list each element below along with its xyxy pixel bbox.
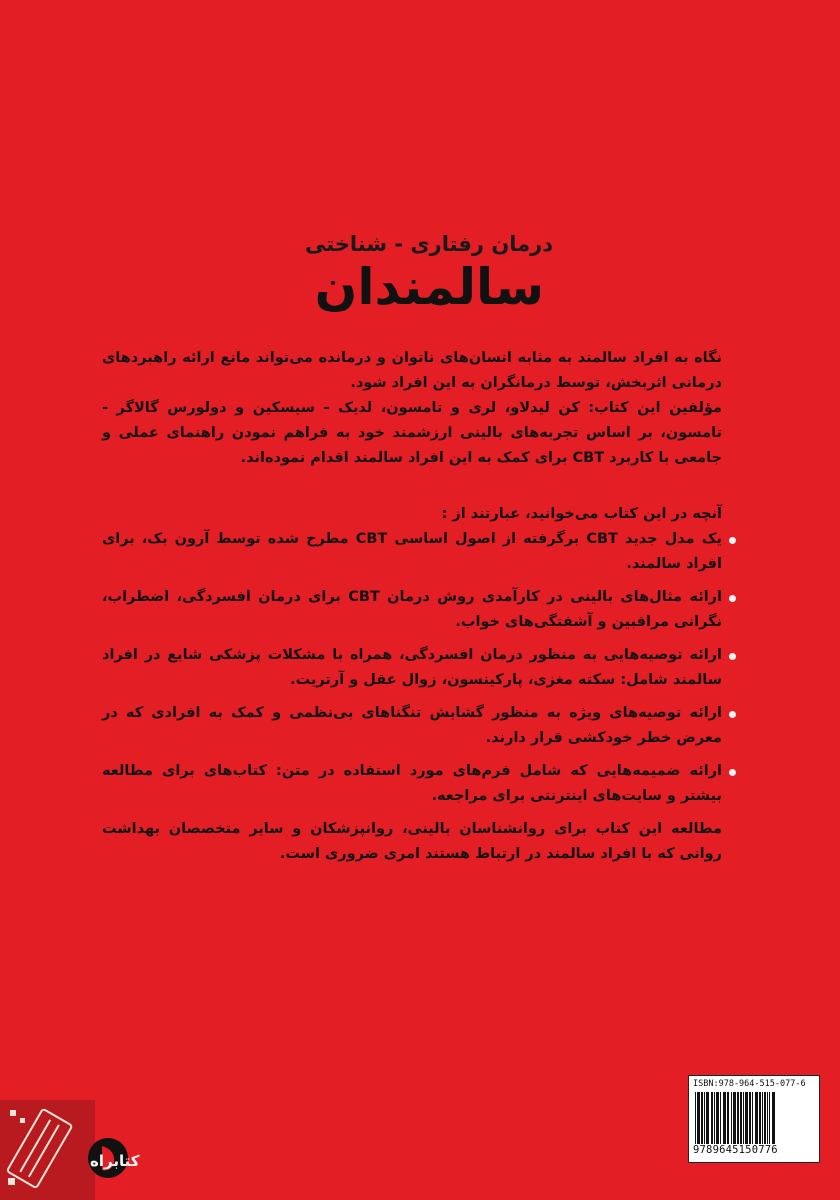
barcode-bar — [737, 1092, 739, 1144]
isbn-barcode — [688, 1075, 820, 1163]
barcode-bar — [701, 1092, 703, 1144]
closing-paragraph: مطالعه این کتاب برای روانشناسان بالینی، روانپزشکان و سایر متخصصان بهداشت روانی که با افراد سالمند در ارتباط هستند امری ضروری است. — [102, 821, 722, 862]
list-item-text: ارائه توصیه‌های ویژه به منظور گشایش تنگناهای بی‌نظمی و کمک به افرادی که در معرض خطر خودکشی قرار دارند. — [102, 705, 722, 746]
site-logo-text: کتابراه — [90, 1152, 140, 1170]
intro-text — [102, 346, 722, 471]
barcode-bar — [723, 1092, 726, 1144]
list-item-text: ارائه ضمیمه‌هایی که شامل فرم‌های مورد استفاده در متن: کتاب‌های برای مطالعه بیشتر و سایت‌های اینترنتی برای مراجعه. — [102, 763, 722, 804]
features-heading-text: آنچه در این کتاب می‌خوانید، عبارتند از : — [441, 506, 722, 522]
closing-text — [102, 817, 722, 867]
bullet-icon — [729, 537, 736, 544]
barcode-bar — [755, 1092, 758, 1144]
barcode-bar — [767, 1092, 768, 1144]
list-item — [102, 759, 736, 809]
features-heading — [102, 502, 722, 527]
features-list — [102, 527, 736, 817]
barcode-bar — [733, 1092, 736, 1144]
bullet-icon — [729, 711, 736, 718]
ketabrah-logo-icon — [50, 1128, 140, 1188]
barcode-bar — [740, 1092, 742, 1144]
list-item-text: ارائه توصیه‌هایی به منظور درمان افسردگی، همراه با مشکلات پزشکی شایع در افراد سالمند شامل: سکته مغزی، پارکینسون، زوال عقل و آرتریت. — [102, 647, 722, 688]
book-title: سالمندان — [314, 258, 544, 316]
barcode-bar — [706, 1092, 709, 1144]
barcode-digits: 9789645150776 — [693, 1144, 778, 1156]
barcode-bar — [743, 1092, 744, 1144]
isbn-label: ISBN:978-964-515-077-6 — [693, 1079, 806, 1089]
bullet-icon — [729, 595, 736, 602]
barcode-bar — [731, 1092, 732, 1144]
barcode-bar — [759, 1092, 761, 1144]
list-item — [102, 701, 736, 751]
intro-paragraph: نگاه به افراد سالمند به مثابه انسان‌های ناتوان و درمانده می‌تواند مانع ارائه راهبردهای درمانی اثربخش، توسط درمانگران به این افراد شود. — [102, 350, 722, 391]
list-item-text: یک مدل جدید CBT برگرفته از اصول اساسی CBT مطرح شده توسط آرون بک، برای افراد سالمند. — [102, 531, 722, 572]
bullet-icon — [729, 653, 736, 660]
barcode-bar — [762, 1092, 763, 1144]
list-item-text: ارائه مثال‌های بالینی در کارآمدی روش درمان CBT برای درمان افسردگی، اضطراب، نگرانی مراقبین و آشفتگی‌های خواب. — [102, 589, 722, 630]
barcode-bar — [697, 1092, 700, 1144]
barcode-bar — [711, 1092, 713, 1144]
intro-paragraph: مؤلفین این کتاب: کن لیدلاو، لری و تامسون، لدیک - سیسکین و دولورس گالاگر - تامسون، بر اساس تجربه‌های بالینی ارزشمند خود به فراهم نمودن راهنمای عملی و جامعی با کاربرد CBT برای کمک به این افراد سالمند اقدام نموده‌اند. — [102, 400, 722, 466]
bullet-icon — [729, 769, 736, 776]
list-item — [102, 643, 736, 693]
barcode-bars — [693, 1092, 815, 1144]
list-item — [102, 585, 736, 635]
barcode-bar — [769, 1092, 770, 1144]
barcode-bar — [695, 1092, 696, 1144]
barcode-bar — [727, 1092, 729, 1144]
barcode-bar — [749, 1092, 751, 1144]
list-item — [102, 527, 736, 577]
barcode-bar — [772, 1092, 775, 1144]
barcode-bar — [745, 1092, 748, 1144]
barcode-bar — [714, 1092, 715, 1144]
barcode-bar — [720, 1092, 721, 1144]
book-subtitle: درمان رفتاری - شناختی — [304, 232, 553, 256]
barcode-bar — [716, 1092, 719, 1144]
barcode-bar — [704, 1092, 705, 1144]
barcode-bar — [752, 1092, 753, 1144]
barcode-bar — [764, 1092, 766, 1144]
